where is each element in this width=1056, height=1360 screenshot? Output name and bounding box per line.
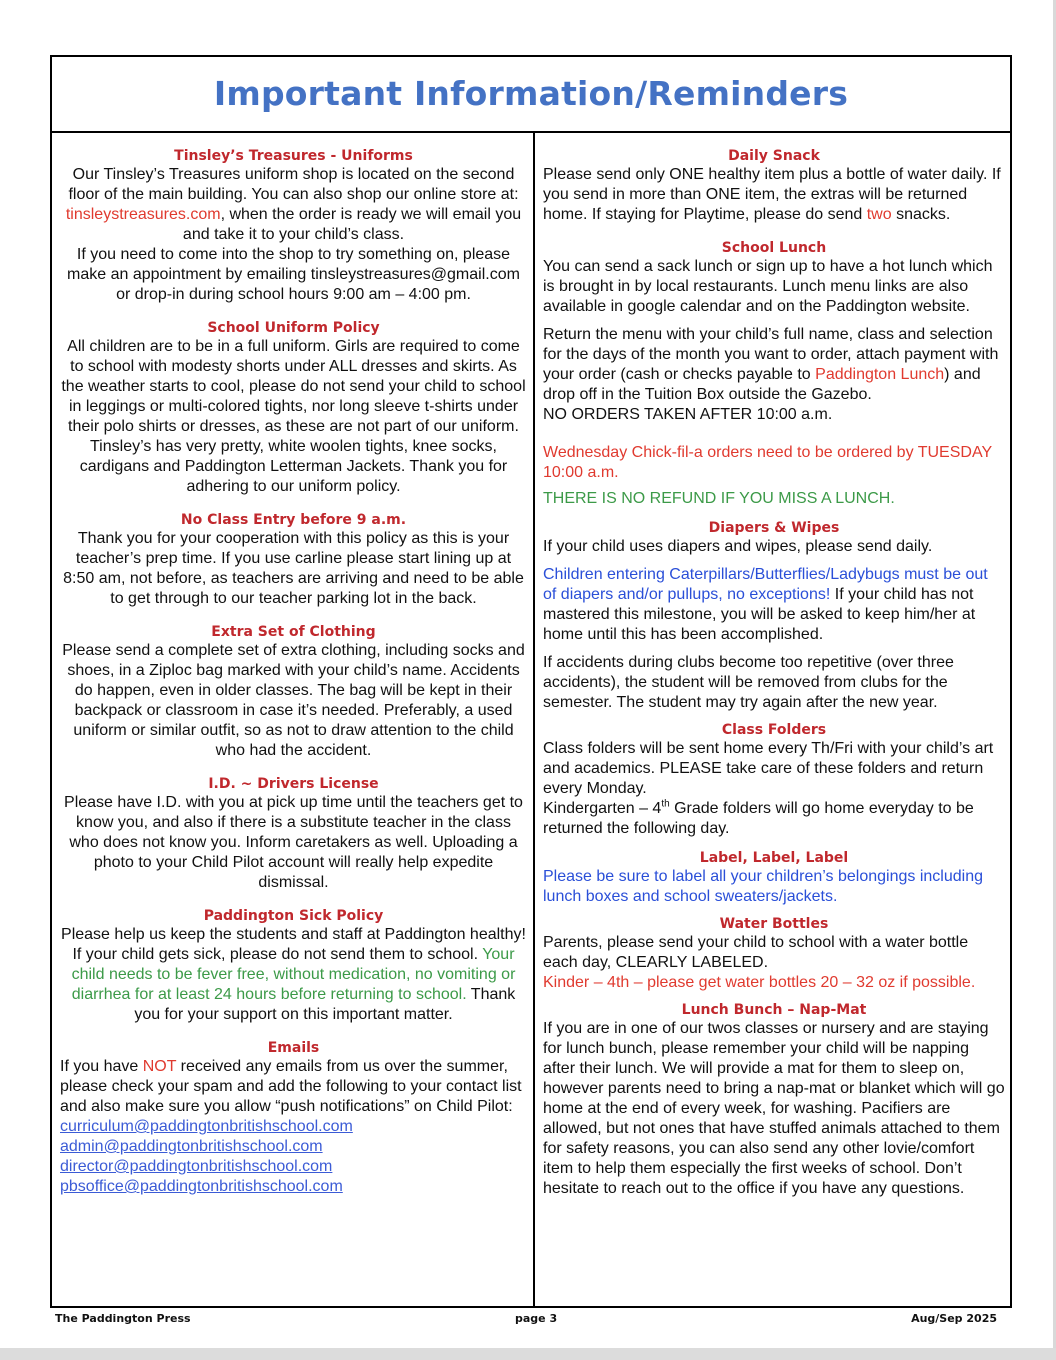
column-divider [533,133,535,1306]
section-extra-clothing [60,623,527,761]
section-uniforms [60,147,527,305]
newsletter-frame [50,55,1012,1308]
email-link-admin[interactable]: admin@paddingtonbritishschool.com [60,1138,323,1155]
section-heading: Extra Set of Clothing [211,624,376,640]
text: , when the order is ready we will email you and take it to your child’s class. [182,206,522,243]
section-sick-policy [60,907,527,1025]
text: Please help us keep the students and staff at Paddington healthy! If your child gets sick, please do not send them to school. [61,926,526,963]
right-column [543,147,1005,1213]
section-nap-mat [543,1001,1005,1199]
text: If you have [60,1058,143,1075]
folders-paragraph: Class folders will be sent home every Th/Fri with your child’s art and academics. PLEASE take care of these folders and return every Monday. [543,740,994,797]
section-heading: No Class Entry before 9 a.m. [180,512,407,528]
text: Thank you for your support on this important matter. [134,986,516,1023]
sick-paragraph [60,925,527,1025]
section-heading: Lunch Bunch – Nap-Mat [681,1002,867,1018]
email-link-curriculum[interactable]: curriculum@paddingtonbritishschool.com [60,1118,353,1135]
caterpillars-notice: Children entering Caterpillars/Butterflies/Ladybugs must be out of diapers and/or pullups, no exceptions! [543,566,988,603]
clothing-paragraph: Please send a complete set of extra clothing, including socks and shoes, in a Ziploc bag marked with your child’s name. Accidents do happen, even in older classes. The bag will be kept in their backpack or classroom in case it’s needed. Preferably, a used uniform or similar outfit, so as not to draw attention to the child who had the accident. [62,642,525,759]
chickfila-notice: Wednesday Chick-fil-a orders need to be ordered by TUESDAY 10:00 a.m. [543,444,992,481]
section-class-entry [60,511,527,609]
text: Please send only ONE healthy item plus a bottle of water daily. If you send in more than ONE item, the extras will be returned home. If staying for Playtime, please do send [543,166,1001,223]
section-heading: School Lunch [721,240,827,256]
section-heading: Tinsley’s Treasures - Uniforms [174,148,413,164]
section-label [543,849,1005,907]
footer-issue-date: Aug/Sep 2025 [911,1312,997,1325]
text: ) and drop off in the Tuition Box outside the Gazebo. [543,366,981,403]
license-paragraph: Please have I.D. with you at pick up time until the teachers get to know you, and also if there is a substitute teacher in the class who does not know you. Inform caretakers as well. Uploading a photo to your Child Pilot account will really help expedite dismissal. [64,794,523,891]
napmat-paragraph: If you are in one of our twos classes or nursery and are staying for lunch bunch, please remember your child will be napping after their lunch. We will provide a mat for them to sleep on, however parents need to bring a nap-mat or blanket which will go home at the end of every week, for washing. Pacifiers are allowed, but not ones that have stuffed animals attached to them for safety reasons, you can also send any other lovie/comfort item to help them especially the first weeks of school. Don’t hesitate to reach out to the office if you have any questions. [543,1020,1005,1197]
section-heading: Emails [267,1040,320,1056]
page-title: Important Information/Reminders [213,73,849,113]
fever-free-text: Your child needs to be fever free, without medication, no vomiting or diarrhea for at least 24 hours before returning to school. [71,946,516,1003]
policy-paragraph: All children are to be in a full uniform. Girls are required to come to school with modesty shorts under ALL dresses and skirts. As the weather starts to cool, please do not send your child to school in leggings or multi-colored tights, nor long sleeve t-shirts under their polo shirts or dresses, as these are not part of our uniform. Tinsley’s has very pretty, white woolen tights, knee socks, cardigans and Paddington Letterman Jackets. Thank you for adhering to our uniform policy. [61,338,526,495]
text: Return the menu with your child’s full name, class and selection for the days of the month you want to order, attach payment with your order (cash or checks payable to [543,326,999,383]
email-link-director[interactable]: director@paddingtonbritishschool.com [60,1158,333,1175]
section-school-lunch [543,239,1005,509]
section-heading: Water Bottles [719,916,829,932]
section-heading: Daily Snack [728,148,820,164]
label-paragraph: Please be sure to label all your children’s belongings including lunch boxes and school sweaters/jackets. [543,868,983,905]
section-drivers-license [60,775,527,893]
text: Grade folders will go home everyday to be returned the following day. [543,800,974,837]
text: snacks. [891,206,951,223]
uniforms-appointment-paragraph: If you need to come into the shop to try something on, please make an appointment by emailing tinsleystreasures@gmail.com or drop-in during school hours 9:00 am – 4:00 pm. [67,246,520,303]
lunch-deadline: NO ORDERS TAKEN AFTER 10:00 a.m. [543,406,833,423]
section-daily-snack [543,147,1005,225]
section-emails [60,1039,527,1197]
page-edge-bottom [0,1348,1056,1360]
footer-page-number: page 3 [515,1312,558,1325]
section-heading: Diapers & Wipes [708,520,840,536]
clubs-paragraph: If accidents during clubs become too repetitive (over three accidents), the student will be removed from clubs for the semester. The student may try again after the new year. [543,654,954,711]
text: Our Tinsley’s Treasures uniform shop is located on the second floor of the main building. You can also shop our online store at: [68,166,519,203]
snack-paragraph [543,165,1005,225]
diapers-milestone-paragraph [543,565,1005,645]
entry-paragraph: Thank you for your cooperation with this policy as this is your teacher’s prep time. If you use carline please start lining up at 8:50 am, not before, as teachers are arriving and need to be able to get through to our teacher parking lot in the back. [63,530,524,607]
kindergarten-folders-paragraph [543,799,1005,839]
diapers-paragraph: If your child uses diapers and wipes, please send daily. [543,538,933,555]
columns [52,133,1010,1306]
tinsleys-link[interactable]: tinsleystreasures.com [65,206,221,223]
left-column [60,147,527,1211]
not-text: NOT [142,1058,177,1075]
text: If your child has not mastered this milestone, you will be asked to keep him/her at home until this has been accomplished. [543,586,976,643]
section-uniform-policy [60,319,527,497]
lunch-paragraph: You can send a sack lunch or sign up to have a hot lunch which is brought in by local restaurants. Lunch menu links are also available in google calendar and on the Paddington website. [543,258,993,315]
title-box [52,57,1010,133]
uniforms-paragraph [60,165,527,245]
footer-publication: The Paddington Press [55,1312,191,1325]
page-footer [55,1312,997,1328]
section-water-bottles [543,915,1005,993]
section-heading: I.D. ~ Drivers License [208,776,379,792]
bottles-paragraph: Parents, please send your child to school with a water bottle each day, CLEARLY LABELED. [543,934,969,971]
email-link-pbsoffice[interactable]: pbsoffice@paddingtonbritishschool.com [60,1178,343,1195]
section-diapers [543,519,1005,713]
text: received any emails from us over the summer, please check your spam and add the following to your contact list and also make sure you allow “push notifications” on Child Pilot: [60,1058,522,1115]
section-heading: Paddington Sick Policy [203,908,384,924]
two-text: two [866,206,892,223]
lunch-order-paragraph [543,325,1005,405]
text: Kindergarten – 4 [543,800,662,817]
section-heading: Label, Label, Label [699,850,849,866]
paddington-lunch-text: Paddington Lunch [815,366,945,383]
emails-paragraph [60,1057,527,1117]
refund-notice: THERE IS NO REFUND IF YOU MISS A LUNCH. [543,490,895,507]
section-heading: Class Folders [721,722,827,738]
section-heading: School Uniform Policy [207,320,380,336]
bottles-size-notice: Kinder – 4th – please get water bottles 20 – 32 oz if possible. [543,974,976,991]
section-class-folders [543,721,1005,839]
superscript: th [661,798,670,810]
